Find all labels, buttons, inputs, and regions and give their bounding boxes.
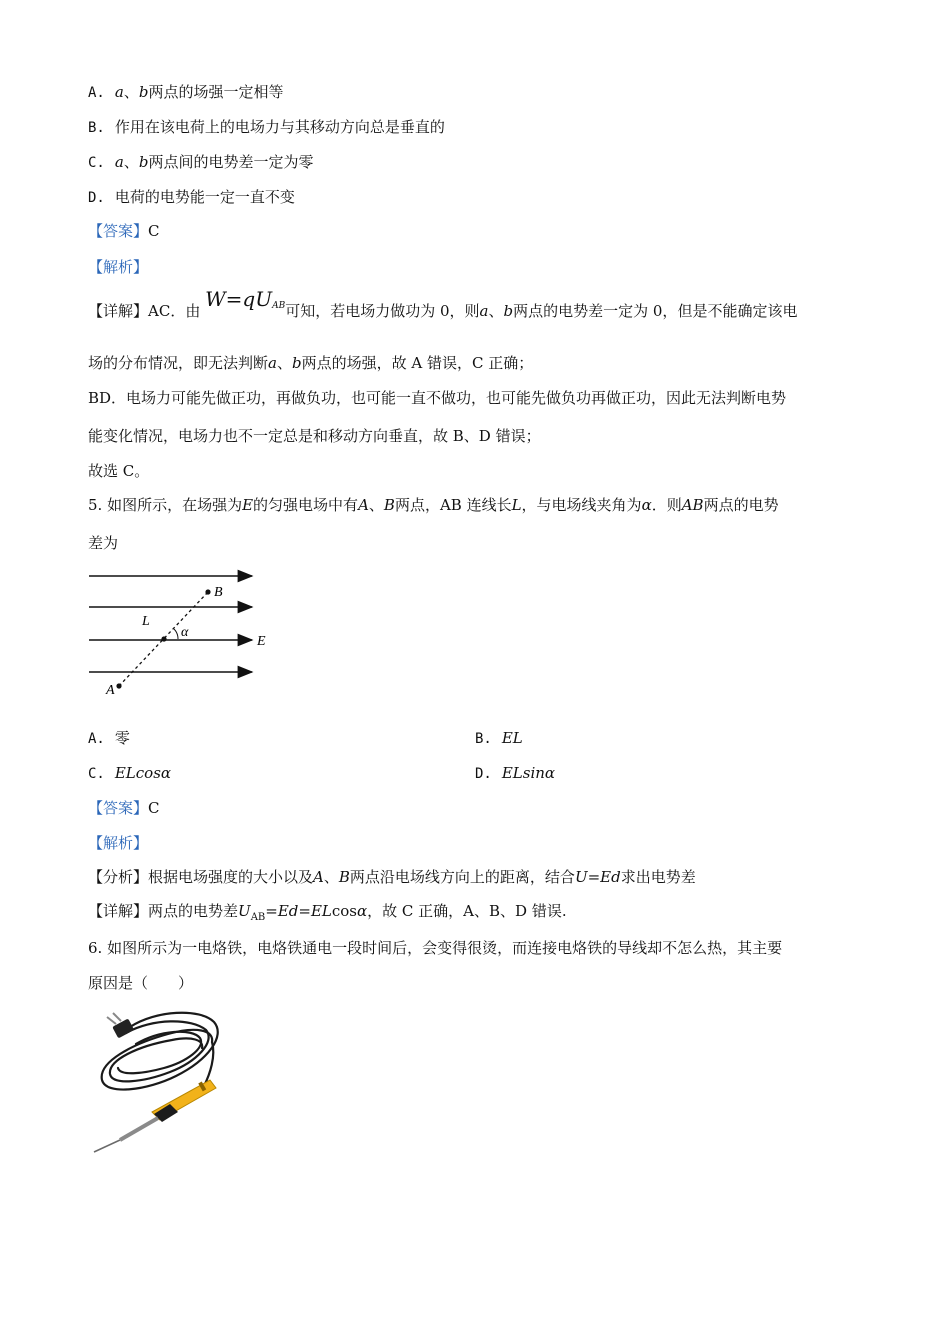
iron-tip	[94, 1118, 158, 1152]
q5-option-d: D. ELsinα	[475, 764, 556, 782]
label-a: A	[106, 683, 115, 698]
q4-option-a: A. a、b两点的场强一定相等	[88, 83, 284, 101]
q6-stem-line1: 6. 如图所示为一电烙铁，电烙铁通电一段时间后，会变得很烫，而连接电烙铁的导线却不怎么热，其主要	[88, 939, 783, 957]
label-b: B	[214, 585, 223, 600]
label-l: L	[142, 614, 150, 629]
electric-field-diagram	[86, 565, 276, 700]
q4-conclusion: 故选 C。	[88, 462, 150, 480]
label-alpha: α	[181, 625, 189, 640]
iron-handle	[152, 1080, 216, 1122]
q5-option-a: A. 零	[88, 729, 130, 747]
q4-detail-line1: 【详解】AC．由 W=qUAB可知，若电场力做功为 0，则a、b两点的电势差一定为 0，但是不能确定该电	[88, 287, 798, 320]
q4-bd-line2: 能变化情况，电场力也不一定总是和移动方向垂直，故 B、D 错误；	[88, 427, 541, 445]
point-b	[205, 589, 210, 594]
power-plug	[107, 1013, 134, 1038]
q4-detail-line2: 场的分布情况，即无法判断a、b两点的场强，故 A 错误，C 正确；	[88, 354, 534, 372]
q5-answer: 【答案】C	[88, 799, 160, 817]
q5-stem-line1: 5. 如图所示，在场强为E的匀强电场中有A、B两点，AB 连线长L，与电场线夹角为α．则AB两点的电势	[88, 496, 779, 514]
q5-detail: 【详解】两点的电势差$U_{AB}=Ed=ELcos\alpha$，故 C 正确，A、B、D 错误.	[88, 902, 567, 923]
q4-analysis-heading: 【解析】	[88, 258, 149, 276]
soldering-iron-image	[88, 1000, 228, 1155]
q4-answer: 【答案】C	[88, 222, 160, 240]
intersection-point	[161, 636, 166, 641]
angle-arc	[174, 629, 178, 639]
q4-bd-line1: BD．电场力可能先做正功，再做负功，也可能一直不做功，也可能先做负功再做正功，因此无法判断电势	[88, 389, 787, 407]
q5-stem-line2: 差为	[88, 534, 119, 552]
q4-option-b: B. 作用在该电荷上的电场力与其移动方向总是垂直的	[88, 118, 445, 136]
q4-option-c: C. a、b两点间的电势差一定为零	[88, 153, 314, 171]
q5-option-b: B. EL	[475, 729, 523, 747]
q4-option-d: D. 电荷的电势能一定一直不变	[88, 188, 295, 206]
q5-fenxi: 【分析】根据电场强度的大小以及A、B两点沿电场线方向上的距离，结合U=Ed求出电势差	[88, 868, 696, 886]
q6-stem-line2: 原因是（ ）	[88, 974, 194, 992]
q5-analysis-heading: 【解析】	[88, 834, 149, 852]
label-e: E	[257, 634, 266, 649]
work-formula: W=qUAB	[205, 287, 286, 311]
q5-option-c: C. ELcosα	[88, 764, 172, 782]
point-a	[116, 683, 121, 688]
field-lines	[89, 576, 252, 672]
